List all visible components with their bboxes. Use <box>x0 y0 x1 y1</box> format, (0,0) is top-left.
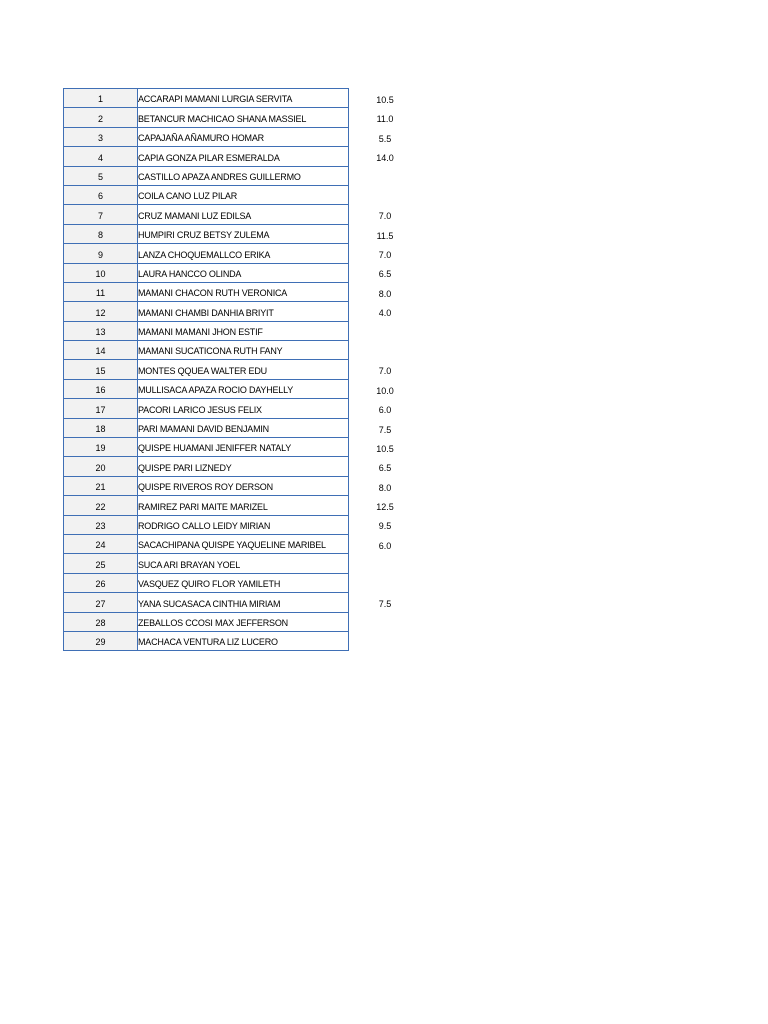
student-name-cell[interactable]: COILA CANO LUZ PILAR <box>138 185 349 204</box>
grade-cell[interactable]: 6.5 <box>378 269 392 280</box>
row-number-cell[interactable]: 6 <box>64 185 138 204</box>
table-row <box>64 147 422 166</box>
grade-cell[interactable] <box>349 166 422 185</box>
table-row <box>64 302 422 321</box>
grade-cell[interactable]: 8.0 <box>378 482 392 493</box>
row-number-cell[interactable]: 10 <box>64 263 138 282</box>
table-row <box>64 321 422 340</box>
row-number-cell[interactable]: 25 <box>64 554 138 573</box>
row-number-cell[interactable]: 18 <box>64 418 138 437</box>
table-row <box>64 244 422 263</box>
table-row <box>64 612 422 631</box>
row-number-cell[interactable]: 21 <box>64 476 138 495</box>
grade-cell[interactable]: 6.5 <box>378 463 392 474</box>
row-number-cell[interactable]: 5 <box>64 166 138 185</box>
row-number-cell[interactable]: 2 <box>64 108 138 127</box>
row-number-cell[interactable]: 3 <box>64 127 138 146</box>
table-row <box>64 399 422 418</box>
student-name-cell[interactable]: BETANCUR MACHICAO SHANA MASSIEL <box>138 108 349 127</box>
student-name-cell[interactable]: QUISPE HUAMANI JENIFFER NATALY <box>138 438 349 457</box>
row-number-cell[interactable]: 4 <box>64 147 138 166</box>
grade-cell[interactable]: 5.5 <box>378 133 392 144</box>
table-row <box>64 631 422 650</box>
table-row <box>64 185 422 204</box>
student-name-cell[interactable]: LANZA CHOQUEMALLCO ERIKA <box>138 244 349 263</box>
student-name-cell[interactable]: PACORI LARICO JESUS FELIX <box>138 399 349 418</box>
table-row <box>64 127 422 146</box>
row-number-cell[interactable]: 28 <box>64 612 138 631</box>
grade-cell[interactable]: 11.5 <box>376 230 394 241</box>
grade-cell[interactable]: 4.0 <box>378 308 392 319</box>
table-row <box>64 360 422 379</box>
grade-cell[interactable]: 10.5 <box>376 94 394 105</box>
row-number-cell[interactable]: 11 <box>64 282 138 301</box>
table-row <box>64 379 422 398</box>
table-row <box>64 534 422 553</box>
grade-cell[interactable]: 8.0 <box>378 288 392 299</box>
grade-cell[interactable]: 10.5 <box>376 443 394 454</box>
student-name-cell[interactable]: LAURA HANCCO OLINDA <box>138 263 349 282</box>
grade-cell[interactable] <box>349 612 422 631</box>
student-name-cell[interactable]: QUISPE PARI LIZNEDY <box>138 457 349 476</box>
table-row <box>64 108 422 127</box>
row-number-cell[interactable]: 15 <box>64 360 138 379</box>
grade-cell[interactable]: 6.0 <box>378 540 392 551</box>
table-row <box>64 554 422 573</box>
table-row <box>64 341 422 360</box>
table-row <box>64 282 422 301</box>
student-name-cell[interactable]: MAMANI SUCATICONA RUTH FANY <box>138 341 349 360</box>
grade-cell[interactable]: 14.0 <box>376 153 394 164</box>
student-name-cell[interactable]: MULLISACA APAZA ROCIO DAYHELLY <box>138 379 349 398</box>
row-number-cell[interactable]: 1 <box>64 89 138 108</box>
table-row <box>64 515 422 534</box>
student-name-cell[interactable]: MAMANI CHAMBI DANHIA BRIYIT <box>138 302 349 321</box>
grade-cell[interactable]: 7.0 <box>378 250 392 261</box>
grade-cell[interactable] <box>349 631 422 650</box>
student-name-cell[interactable]: CASTILLO APAZA ANDRES GUILLERMO <box>138 166 349 185</box>
student-name-cell[interactable]: SACACHIPANA QUISPE YAQUELINE MARIBEL <box>138 534 349 553</box>
table-row <box>64 438 422 457</box>
student-name-cell[interactable]: HUMPIRI CRUZ BETSY ZULEMA <box>138 224 349 243</box>
table-row <box>64 224 422 243</box>
table-row <box>64 205 422 224</box>
student-grades-body <box>64 89 422 651</box>
student-name-cell[interactable]: QUISPE RIVEROS ROY DERSON <box>138 476 349 495</box>
grade-cell[interactable] <box>349 341 422 360</box>
student-name-cell[interactable]: CRUZ MAMANI LUZ EDILSA <box>138 205 349 224</box>
row-number-cell[interactable]: 17 <box>64 399 138 418</box>
student-name-cell[interactable]: RODRIGO CALLO LEIDY MIRIAN <box>138 515 349 534</box>
student-name-cell[interactable]: CAPAJAÑA AÑAMURO HOMAR <box>138 127 349 146</box>
table-row <box>64 593 422 612</box>
grade-cell[interactable]: 7.0 <box>378 211 392 222</box>
student-name-cell[interactable]: YANA SUCASACA CINTHIA MIRIAM <box>138 593 349 612</box>
grade-cell[interactable]: 11.0 <box>376 114 394 125</box>
student-name-cell[interactable]: ACCARAPI MAMANI LURGIA SERVITA <box>138 89 349 108</box>
table-row <box>64 89 422 108</box>
table-row <box>64 476 422 495</box>
student-name-cell[interactable]: RAMIREZ PARI MAITE MARIZEL <box>138 496 349 515</box>
table-row <box>64 263 422 282</box>
row-number-cell[interactable]: 13 <box>64 321 138 340</box>
student-grades-table <box>63 88 422 651</box>
row-number-cell[interactable]: 24 <box>64 534 138 553</box>
row-number-cell[interactable]: 9 <box>64 244 138 263</box>
student-name-cell[interactable]: MACHACA VENTURA LIZ LUCERO <box>138 631 349 650</box>
grade-cell[interactable] <box>349 321 422 340</box>
grade-cell[interactable] <box>349 554 422 573</box>
student-name-cell[interactable]: PARI MAMANI DAVID BENJAMIN <box>138 418 349 437</box>
row-number-cell[interactable]: 7 <box>64 205 138 224</box>
table-row <box>64 418 422 437</box>
row-number-cell[interactable]: 29 <box>64 631 138 650</box>
student-name-cell[interactable]: MAMANI MAMANI JHON ESTIF <box>138 321 349 340</box>
row-number-cell[interactable]: 12 <box>64 302 138 321</box>
grade-cell[interactable] <box>349 573 422 592</box>
grade-cell[interactable]: 7.0 <box>378 366 392 377</box>
row-number-cell[interactable]: 23 <box>64 515 138 534</box>
grade-cell[interactable]: 7.5 <box>378 424 392 435</box>
student-name-cell[interactable]: ZEBALLOS CCOSI MAX JEFFERSON <box>138 612 349 631</box>
row-number-cell[interactable]: 22 <box>64 496 138 515</box>
grade-cell[interactable] <box>349 185 422 204</box>
row-number-cell[interactable]: 8 <box>64 224 138 243</box>
grade-cell[interactable]: 12.5 <box>376 502 394 513</box>
student-name-cell[interactable]: VASQUEZ QUIRO FLOR YAMILETH <box>138 573 349 592</box>
grade-cell[interactable]: 7.5 <box>378 599 392 610</box>
row-number-cell[interactable]: 20 <box>64 457 138 476</box>
row-number-cell[interactable]: 16 <box>64 379 138 398</box>
table-row <box>64 166 422 185</box>
row-number-cell[interactable]: 19 <box>64 438 138 457</box>
table-row <box>64 457 422 476</box>
student-name-cell[interactable]: MONTES QQUEA WALTER EDU <box>138 360 349 379</box>
table-row <box>64 573 422 592</box>
student-name-cell[interactable]: CAPIA GONZA PILAR ESMERALDA <box>138 147 349 166</box>
grade-cell[interactable]: 10.0 <box>376 385 394 396</box>
grade-cell[interactable]: 6.0 <box>378 405 392 416</box>
student-name-cell[interactable]: SUCA ARI BRAYAN YOEL <box>138 554 349 573</box>
row-number-cell[interactable]: 27 <box>64 593 138 612</box>
row-number-cell[interactable]: 14 <box>64 341 138 360</box>
row-number-cell[interactable]: 26 <box>64 573 138 592</box>
grade-cell[interactable]: 9.5 <box>378 521 392 532</box>
table-row <box>64 496 422 515</box>
student-name-cell[interactable]: MAMANI CHACON RUTH VERONICA <box>138 282 349 301</box>
